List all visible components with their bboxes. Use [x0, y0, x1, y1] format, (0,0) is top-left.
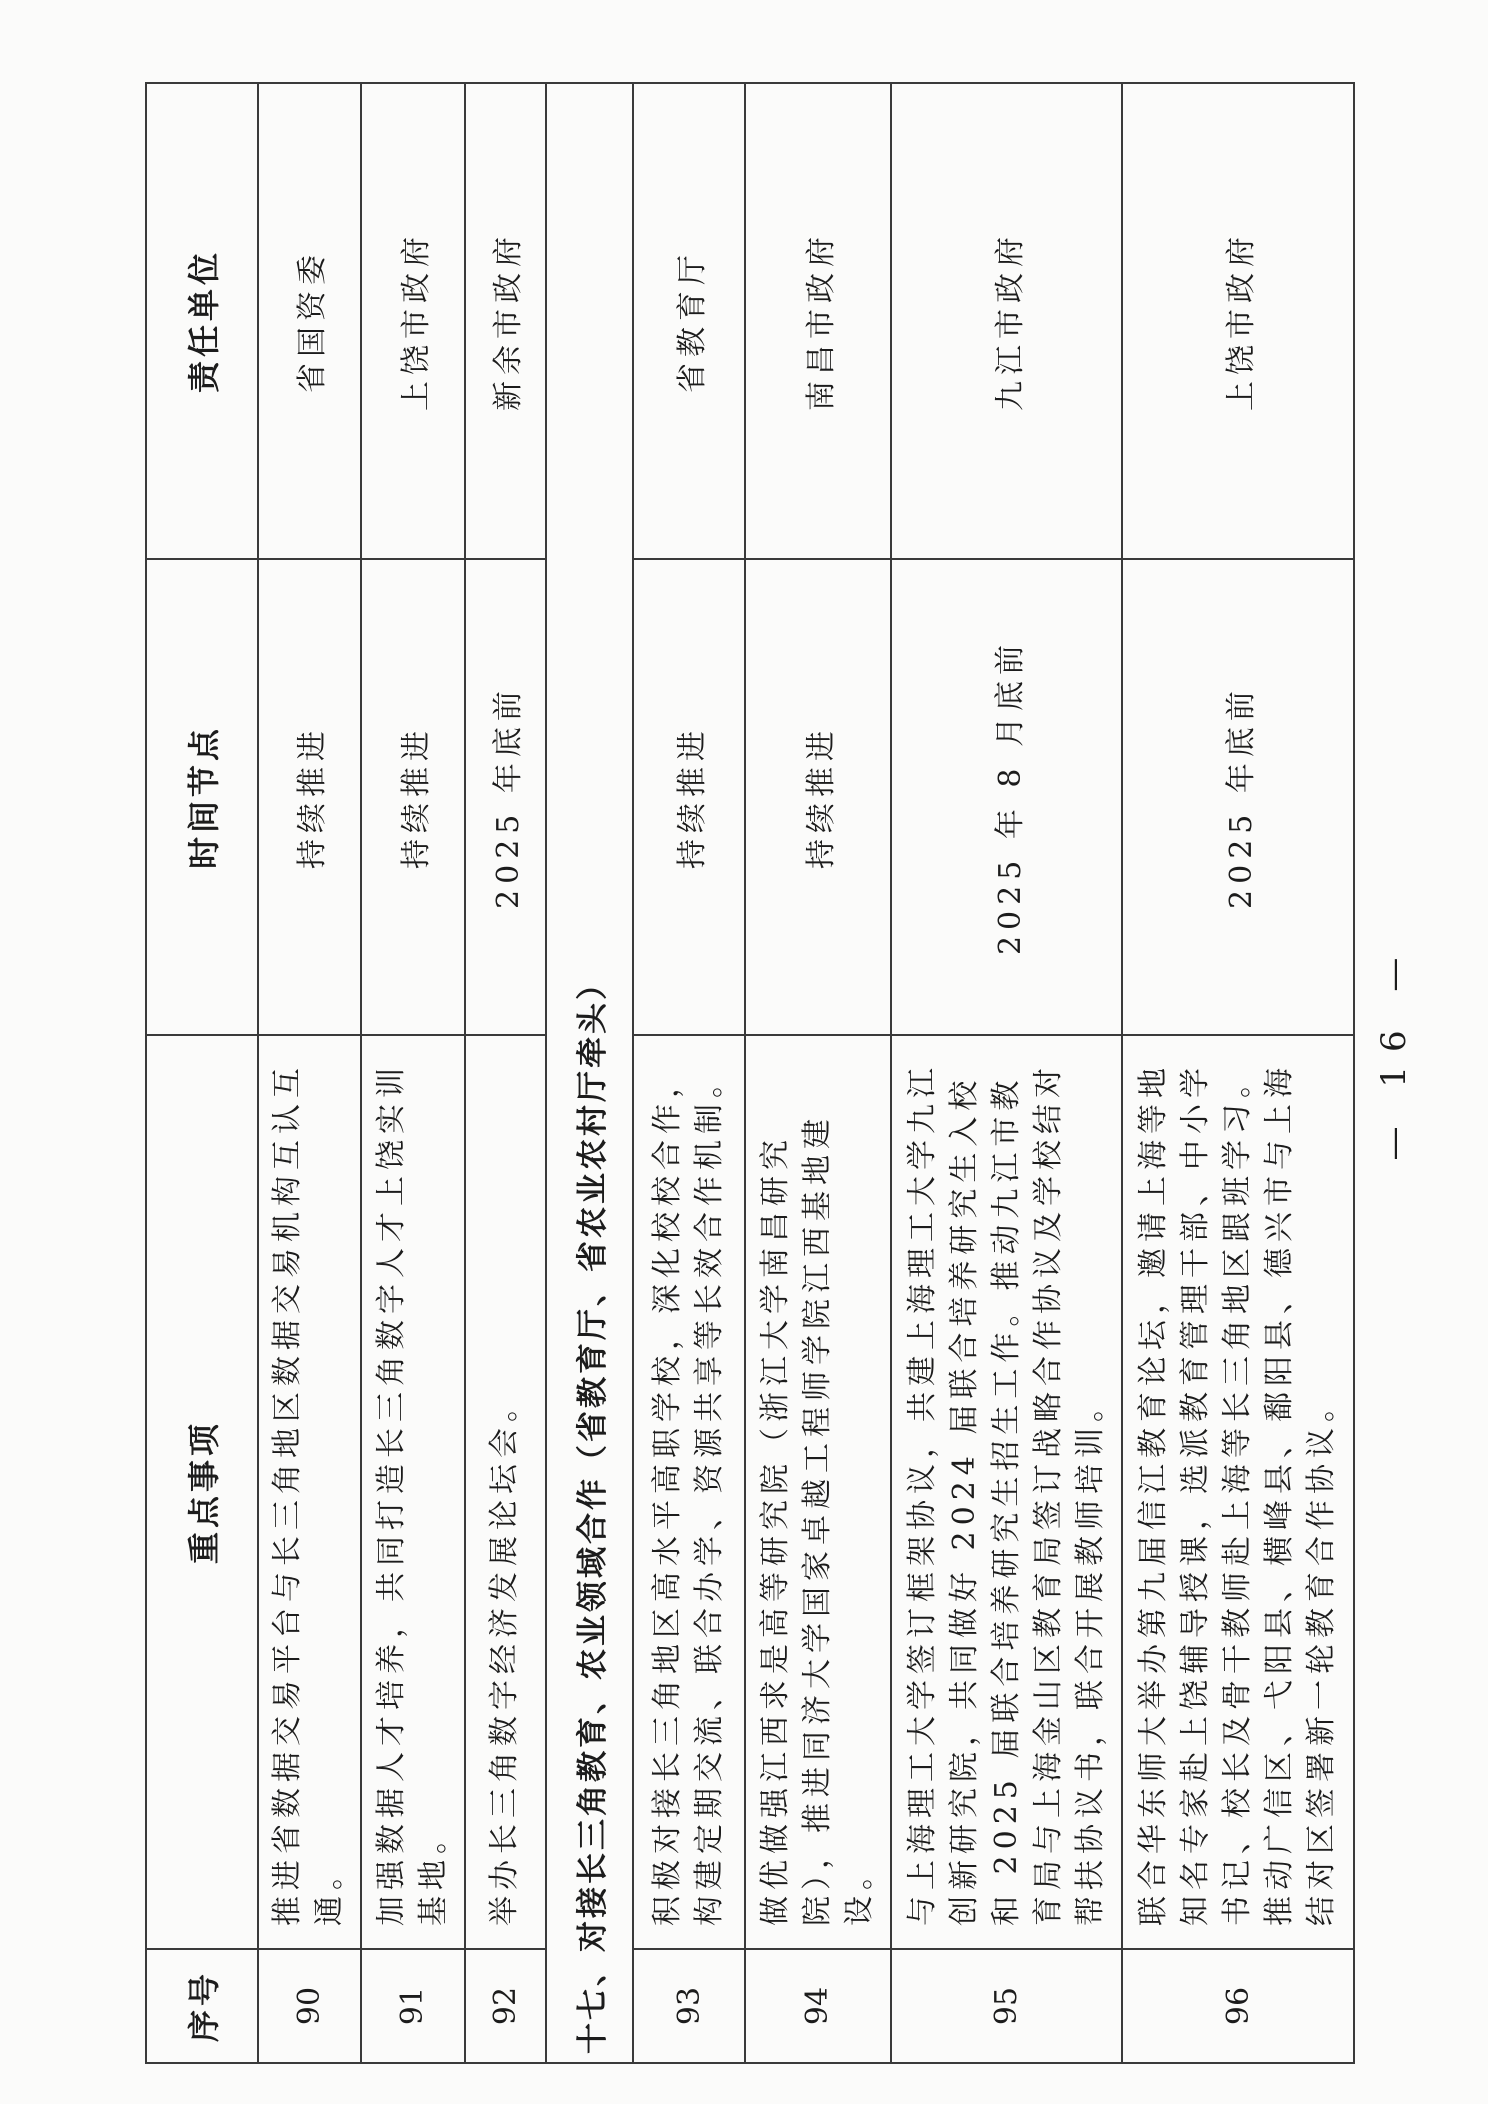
row-no: 90	[258, 1949, 362, 2063]
row-item: 与上海理工大学签订框架协议，共建上海理工大学九江创新研究院，共同做好 2024 届联合培养研究生入校和 2025 届联合培养研究生招生工作。推动九江市教育局与上海金山区教育局签订战略合作协议及学校结对帮扶协议书，联合开展教师培训。	[891, 1035, 1122, 1949]
row-item: 加强数据人才培养，共同打造长三角数字人才上饶实训基地。	[361, 1035, 465, 1949]
header-unit: 责任单位	[146, 83, 258, 559]
row-no: 96	[1122, 1949, 1354, 2063]
row-no: 92	[465, 1949, 546, 2063]
row-time: 持续推进	[258, 559, 362, 1035]
row-unit: 省国资委	[258, 83, 362, 559]
table-row	[258, 83, 362, 2063]
row-unit: 南昌市政府	[745, 83, 891, 559]
table-row	[745, 83, 891, 2063]
row-unit: 省教育厅	[633, 83, 745, 559]
row-item: 推进省数据交易平台与长三角地区数据交易机构互认互通。	[258, 1035, 362, 1949]
row-no: 95	[891, 1949, 1122, 2063]
row-no: 94	[745, 1949, 891, 2063]
table-header-row	[146, 83, 258, 2063]
table-row	[361, 83, 465, 2063]
section-row	[546, 83, 633, 2063]
row-time: 持续推进	[633, 559, 745, 1035]
row-time: 2025 年 8 月底前	[891, 559, 1122, 1035]
section-title: 十七、对接长三角教育、农业领域合作（省教育厅、省农业农村厅牵头）	[546, 83, 633, 2063]
row-no: 91	[361, 1949, 465, 2063]
row-time: 持续推进	[745, 559, 891, 1035]
header-item: 重点事项	[146, 1035, 258, 1949]
table-row	[1122, 83, 1354, 2063]
header-time: 时间节点	[146, 559, 258, 1035]
row-time: 持续推进	[361, 559, 465, 1035]
row-item: 做优做强江西求是高等研究院（浙江大学南昌研究院），推进同济大学国家卓越工程师学院江西基地建设。	[745, 1035, 891, 1949]
row-unit: 新余市政府	[465, 83, 546, 559]
header-no: 序号	[146, 1949, 258, 2063]
key-items-table	[145, 82, 1355, 2064]
table-row	[465, 83, 546, 2063]
table-row	[891, 83, 1122, 2063]
row-item: 举办长三角数字经济发展论坛会。	[465, 1035, 546, 1949]
row-unit: 九江市政府	[891, 83, 1122, 559]
row-unit: 上饶市政府	[361, 83, 465, 559]
page-number: — 16 —	[1374, 943, 1414, 1161]
row-item: 联合华东师大举办第九届信江教育论坛，邀请上海等地知名专家赴上饶辅导授课，选派教育管理干部、中小学书记、校长及骨干教师赴上海等长三角地区跟班学习。推动广信区、弋阳县、横峰县、鄱阳县、德兴市与上海结对区签署新一轮教育合作协议。	[1122, 1035, 1354, 1949]
row-time: 2025 年底前	[465, 559, 546, 1035]
row-no: 93	[633, 1949, 745, 2063]
row-item: 积极对接长三角地区高水平高职学校，深化校校合作，构建定期交流、联合办学、资源共享等长效合作机制。	[633, 1035, 745, 1949]
table-row	[633, 83, 745, 2063]
row-time: 2025 年底前	[1122, 559, 1354, 1035]
row-unit: 上饶市政府	[1122, 83, 1354, 559]
